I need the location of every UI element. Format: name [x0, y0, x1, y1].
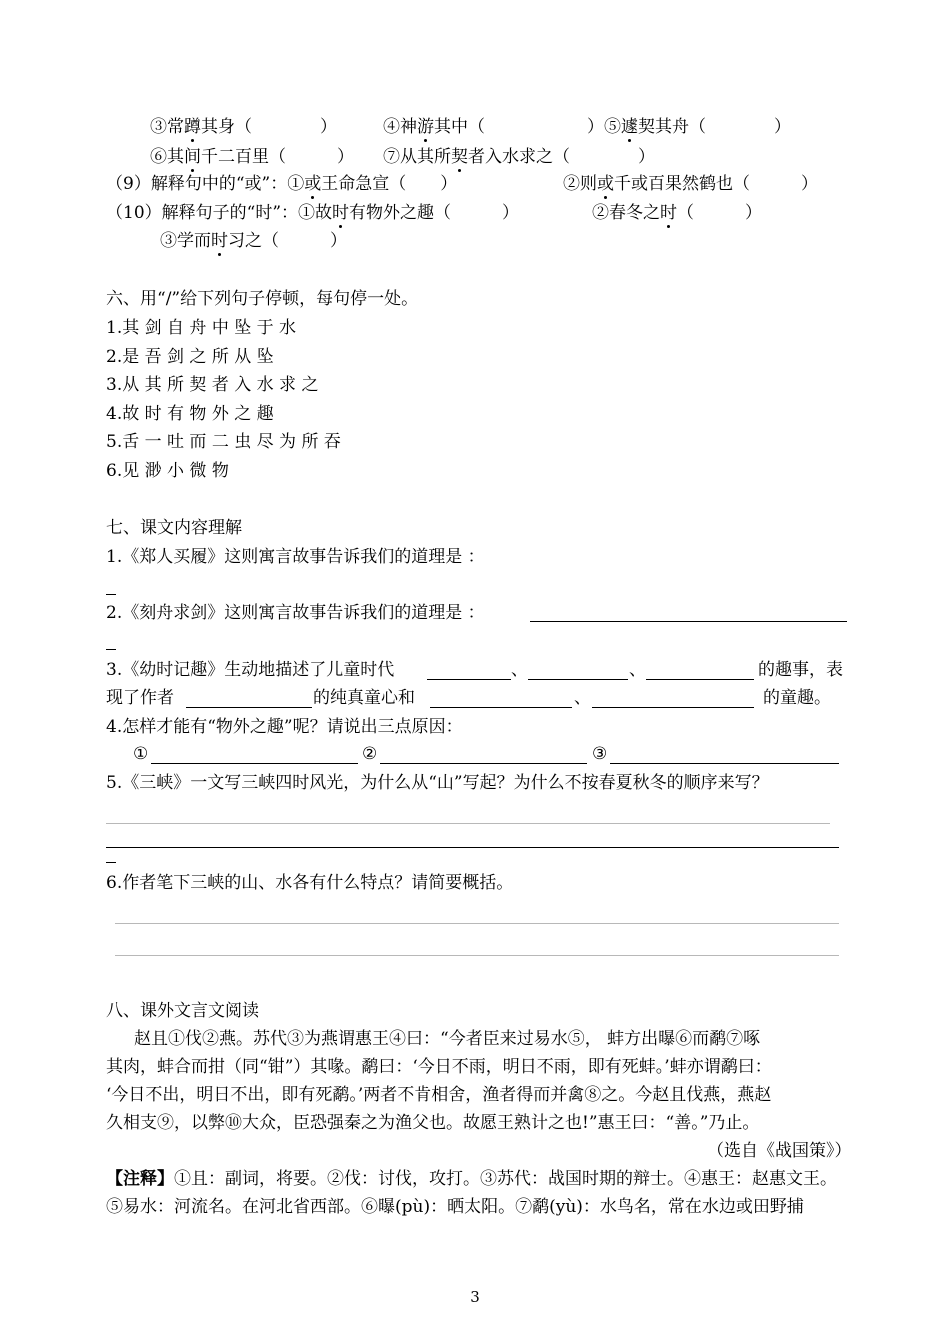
answer-blank[interactable] — [151, 763, 358, 764]
question-7-5: 5.《三峡》一文写三峡四时风光，为什么从“山”写起？为什么不按春夏秋冬的顺序来写？ — [106, 773, 769, 793]
separator: 、 — [629, 660, 646, 680]
item5-line2b: ⑦从其所契者入水求之（ ） — [383, 147, 655, 167]
item5-line1b: ④神游其中（ ）⑤遽契其舟（ ） — [383, 117, 791, 137]
answer-line[interactable] — [106, 823, 830, 824]
question-7-3-end: 的童趣。 — [763, 688, 831, 708]
notes-label: 【注释】 — [106, 1169, 174, 1189]
question-7-3-tail: 的趣事，表 — [758, 660, 843, 680]
question-7-6: 6.作者笔下三峡的山、水各有什么特点？请简要概括。 — [106, 873, 514, 893]
pause-sentence: 1.其 剑 自 舟 中 坠 于 水 — [106, 318, 297, 338]
question-9b: ②则或千或百果然鹤也（ ） — [563, 174, 818, 194]
separator: 、 — [574, 688, 591, 708]
answer-blank[interactable] — [427, 679, 511, 680]
pause-sentence: 5.舌 一 吐 而 二 虫 尽 为 所 吞 — [106, 432, 341, 452]
answer-blank[interactable] — [106, 594, 116, 595]
answer-blank[interactable] — [106, 862, 116, 863]
answer-blank[interactable] — [186, 707, 312, 708]
notes-line: ⑤易水：河流名。在河北省西部。⑥曝(pù)：晒太阳。⑦鹬(yù)：水鸟名，常在水边或田野捕 — [106, 1197, 804, 1217]
answer-blank[interactable] — [106, 847, 839, 848]
answer-blank[interactable] — [430, 707, 572, 708]
answer-blank[interactable] — [106, 649, 116, 650]
page-number: 3 — [470, 1288, 480, 1306]
pause-sentence: 4.故 时 有 物 外 之 趣 — [106, 404, 274, 424]
answer-blank[interactable] — [380, 763, 587, 764]
section-8-title: 八、课外文言文阅读 — [106, 1001, 259, 1021]
question-7-2: 2.《刻舟求剑》这则寓言故事告诉我们的道理是 ： — [106, 603, 485, 623]
section-7-title: 七、课文内容理解 — [106, 518, 242, 538]
passage-line: 其肉，蚌合而拑（同“钳”）其喙。鹬曰：‘今日不雨，明日不雨，即有死蚌。’蚌亦谓鹬曰： — [106, 1057, 772, 1077]
item5-line1: ③常蹲其身（ ） — [150, 117, 337, 137]
question-10c: ③学而时习之（ ） — [160, 231, 347, 251]
answer-number: ② — [362, 744, 378, 764]
question-7-3: 3.《幼时记趣》生动地描述了儿童时代 — [106, 660, 395, 680]
question-7-1: 1.《郑人买履》这则寓言故事告诉我们的道理是 ： — [106, 547, 485, 567]
answer-line[interactable] — [115, 923, 839, 924]
passage-line: ‘今日不出，明日不出，即有死鹬。’两者不肯相舍，渔者得而并禽⑧之。今赵且伐燕，燕赵 — [106, 1085, 772, 1105]
passage-line: 赵且①伐②燕。苏代③为燕谓惠王④曰：“今者臣来过易水⑤， 蚌方出曝⑥而鹬⑦啄 — [134, 1029, 761, 1049]
answer-line[interactable] — [115, 955, 839, 956]
section-6-title: 六、用“/”给下列句子停顿，每句停一处。 — [106, 289, 419, 309]
notes-line: 【注释】①且：副词，将要。②伐：讨伐，攻打。③苏代：战国时期的辩士。④惠王：赵惠文王。 — [106, 1169, 837, 1189]
item5-line2: ⑥其间千二百里（ ） — [150, 147, 354, 167]
question-9: （9）解释句中的“或”：①或王命急宣（ ） — [106, 174, 458, 194]
question-10: （10）解释句子的“时”：①故时有物外之趣（ ） — [106, 203, 520, 223]
pause-sentence: 3.从 其 所 契 者 入 水 求 之 — [106, 375, 319, 395]
answer-blank[interactable] — [646, 679, 754, 680]
answer-blank[interactable] — [528, 679, 628, 680]
answer-blank[interactable] — [610, 763, 839, 764]
answer-blank[interactable] — [592, 707, 754, 708]
question-10b: ②春冬之时（ ） — [592, 203, 762, 223]
pause-sentence: 2.是 吾 剑 之 所 从 坠 — [106, 347, 274, 367]
separator: 、 — [511, 660, 528, 680]
question-7-3-line2: 现了作者 — [106, 688, 174, 708]
passage-line: 久相支⑨，以弊⑩大众，臣恐强秦之为渔父也。故愿王熟计之也!”惠王曰：“善。”乃止。 — [106, 1113, 760, 1133]
answer-number: ③ — [592, 744, 608, 764]
answer-blank[interactable] — [530, 621, 847, 622]
question-7-3-mid: 的纯真童心和 — [313, 688, 415, 708]
answer-number: ① — [133, 744, 149, 764]
pause-sentence: 6.见 渺 小 微 物 — [106, 461, 229, 481]
passage-source: （选自《战国策》） — [707, 1141, 852, 1161]
question-7-4: 4.怎样才能有“物外之趣”呢？请说出三点原因： — [106, 717, 463, 737]
